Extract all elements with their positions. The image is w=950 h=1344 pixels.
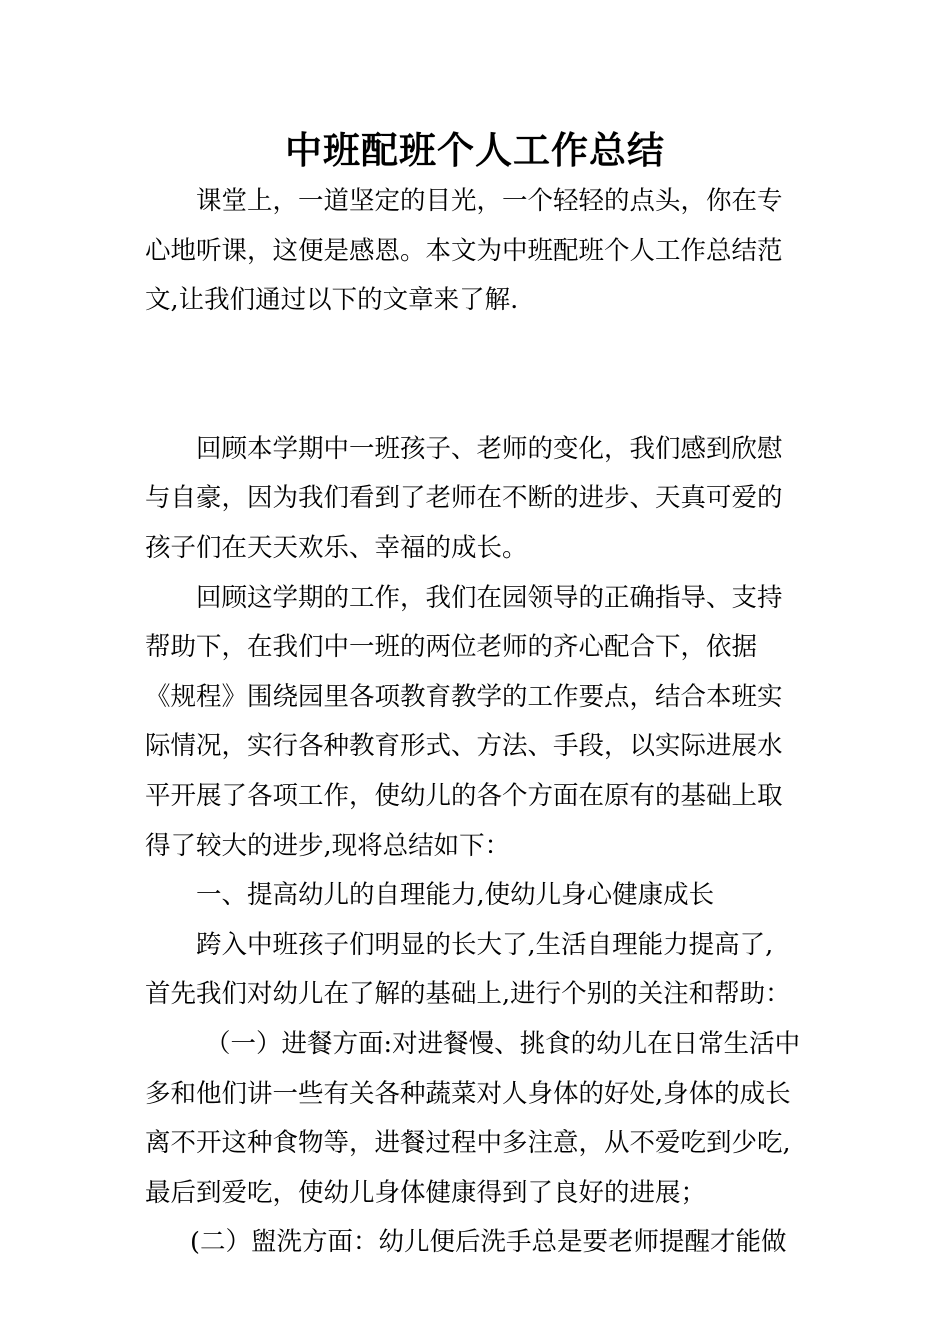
text-line: 心地听课，这便是感恩。本文为中班配班个人工作总结范	[145, 235, 783, 266]
text-line: 际情况，实行各种教育形式、方法、手段，以实际进展水	[145, 731, 783, 762]
text-line: （一）进餐方面:对进餐慢、挑食的幼儿在日常生活中	[205, 1028, 801, 1059]
document-title: 中班配班个人工作总结	[285, 128, 665, 172]
text-line: 平开展了各项工作，使幼儿的各个方面在原有的基础上取	[145, 780, 783, 811]
text-line: 课堂上，一道坚定的目光，一个轻轻的点头，你在专	[196, 186, 783, 216]
text-line: 回顾本学期中一班孩子、老师的变化，我们感到欣慰	[196, 433, 783, 464]
text-line: 离不开这种食物等，进餐过程中多注意，从不爱吃到少吃,	[145, 1128, 791, 1159]
text-line: 与自豪，因为我们看到了老师在不断的进步、天真可爱的	[145, 483, 783, 514]
text-line: 《规程》围绕园里各项教育教学的工作要点，结合本班实	[145, 681, 783, 712]
paragraph-spacer	[145, 326, 805, 425]
document-body	[145, 177, 805, 1268]
text-line: 首先我们对幼儿在了解的基础上,进行个别的关注和帮助：	[145, 979, 791, 1010]
section-heading: 一、提高幼儿的自理能力,使幼儿身心健康成长	[196, 880, 715, 911]
text-line: 孩子们在天天欢乐、幸福的成长。	[145, 532, 528, 563]
text-line: 最后到爱吃，使幼儿身体健康得到了良好的进展；	[145, 1177, 707, 1208]
text-line: 文,让我们通过以下的文章来了解.	[145, 285, 519, 316]
text-line: (二）盥洗方面：幼儿便后洗手总是要老师提醒才能做	[190, 1227, 787, 1258]
text-line: 跨入中班孩子们明显的长大了,生活自理能力提高了,	[196, 929, 774, 960]
text-line: 回顾这学期的工作，我们在园领导的正确指导、支持	[196, 582, 783, 613]
text-line: 得了较大的进步,现将总结如下：	[145, 830, 511, 861]
text-line: 多和他们讲一些有关各种蔬菜对人身体的好处,身体的成长	[145, 1078, 791, 1109]
text-line: 帮助下，在我们中一班的两位老师的齐心配合下，依据	[145, 632, 758, 663]
